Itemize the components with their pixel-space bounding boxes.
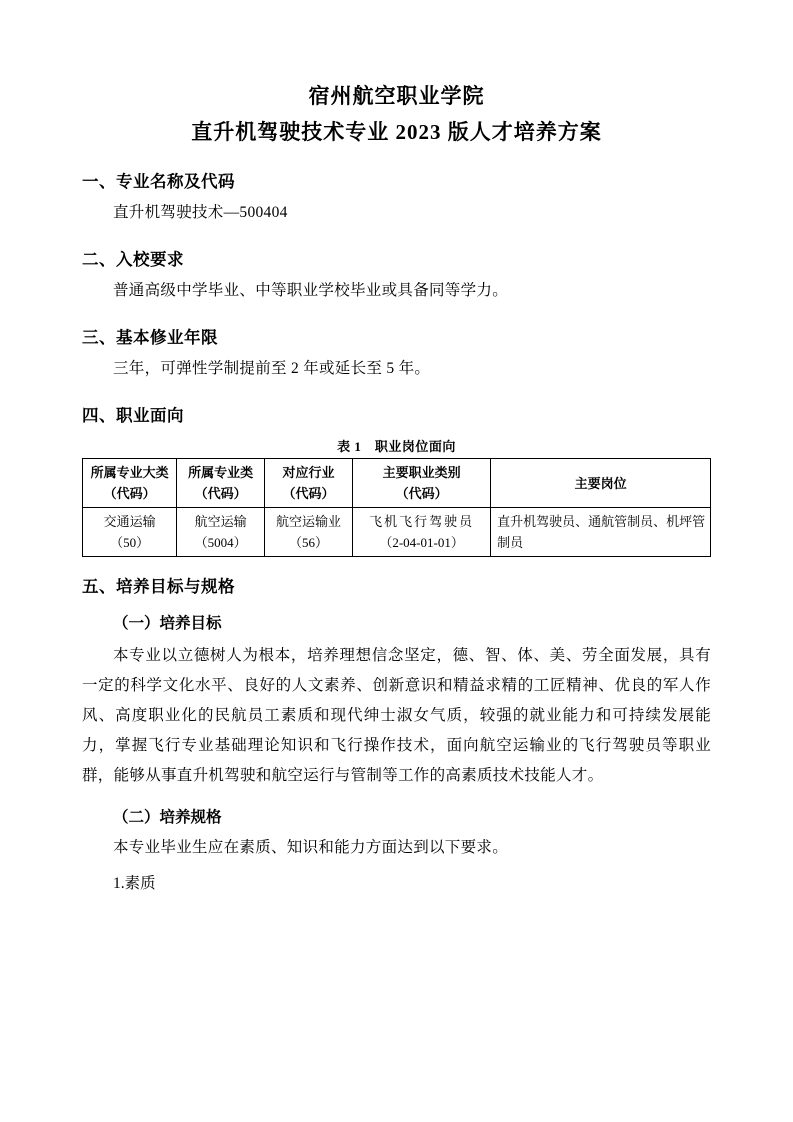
section-heading-4: 四、职业面向 [82, 406, 184, 425]
table-caption: 表 1 职业岗位面向 [337, 439, 456, 454]
table-cell [83, 508, 177, 557]
subsection-body-5-1: 本专业以立德树人为根本，培养理想信念坚定，德、智、体、美、劳全面发展，具有一定的科学文化水平、良好的人文素养、创新意识和精益求精的工匠精神、优良的军人作风、高度职业化的民航员工素质和现代绅士淑女气质，较强的就业能力和可持续发展能力，掌握飞行专业基础理论知识和飞行操作技术，面向航空运输业的飞行驾驶员等职业群，能够从事直升机驾驶和航空运行与管制等工作的高素质技术技能人才。 [82, 647, 711, 784]
table-header-cell [491, 459, 711, 508]
cell-line-2: （2-04-01-01） [379, 535, 464, 550]
section-heading-3: 三、基本修业年限 [82, 328, 218, 347]
section-heading-2: 二、入校要求 [82, 250, 184, 269]
subsection-heading-5-2: （二）培养规格 [113, 809, 222, 826]
cell-line-2: （5004） [194, 535, 247, 550]
section-body-2: 普通高级中学毕业、中等职业学校毕业或具备同等学力。 [113, 282, 509, 299]
header-line-2: （代码） [103, 486, 156, 501]
header-line-1: 所属专业类 [188, 465, 254, 480]
table-cell [353, 508, 491, 557]
header-line-2: （代码） [194, 486, 247, 501]
cell-line-2: （50） [110, 535, 150, 550]
job-position-table [82, 458, 711, 557]
table-row [83, 508, 711, 557]
cell-line-1: 飞机飞行驾驶员 [369, 514, 475, 529]
section-heading-1: 一、专业名称及代码 [82, 172, 235, 191]
header-line-1: 对应行业 [282, 465, 335, 480]
table-header-cell [83, 459, 177, 508]
cell-line-1: 交通运输 [103, 514, 156, 529]
header-line-2: （代码） [395, 486, 448, 501]
table-header-cell [177, 459, 265, 508]
header-line-1: 主要岗位 [574, 475, 627, 491]
subsection-body-5-2: 本专业毕业生应在素质、知识和能力方面达到以下要求。 [113, 839, 509, 856]
page-title [82, 78, 711, 150]
subsection-item-5-2-1: 1.素质 [113, 875, 156, 892]
header-line-1: 所属专业大类 [90, 465, 169, 480]
table-cell [177, 508, 265, 557]
header-line-2: （代码） [282, 486, 335, 501]
table-header-cell [353, 459, 491, 508]
cell-line-1: 航空运输 [194, 514, 247, 529]
cell-line-1: 航空运输业 [276, 514, 342, 529]
cell-line-2: （56） [289, 535, 329, 550]
table-cell [265, 508, 353, 557]
section-heading-5: 五、培养目标与规格 [82, 577, 235, 596]
section-body-3: 三年，可弹性学制提前至 2 年或延长至 5 年。 [113, 360, 431, 377]
title-line-1: 宿州航空职业学院 [308, 84, 485, 108]
table-cell [491, 508, 711, 557]
section-body-1: 直升机驾驶技术—500404 [113, 204, 288, 221]
subsection-heading-5-1: （一）培养目标 [113, 615, 222, 632]
cell-line-1: 直升机驾驶员、通航管制员、机坪管制员 [497, 514, 706, 550]
table-header-cell [265, 459, 353, 508]
title-line-2: 直升机驾驶技术专业 2023 版人才培养方案 [191, 120, 602, 144]
header-line-1: 主要职业类别 [382, 465, 461, 480]
table-header-row [83, 459, 711, 508]
